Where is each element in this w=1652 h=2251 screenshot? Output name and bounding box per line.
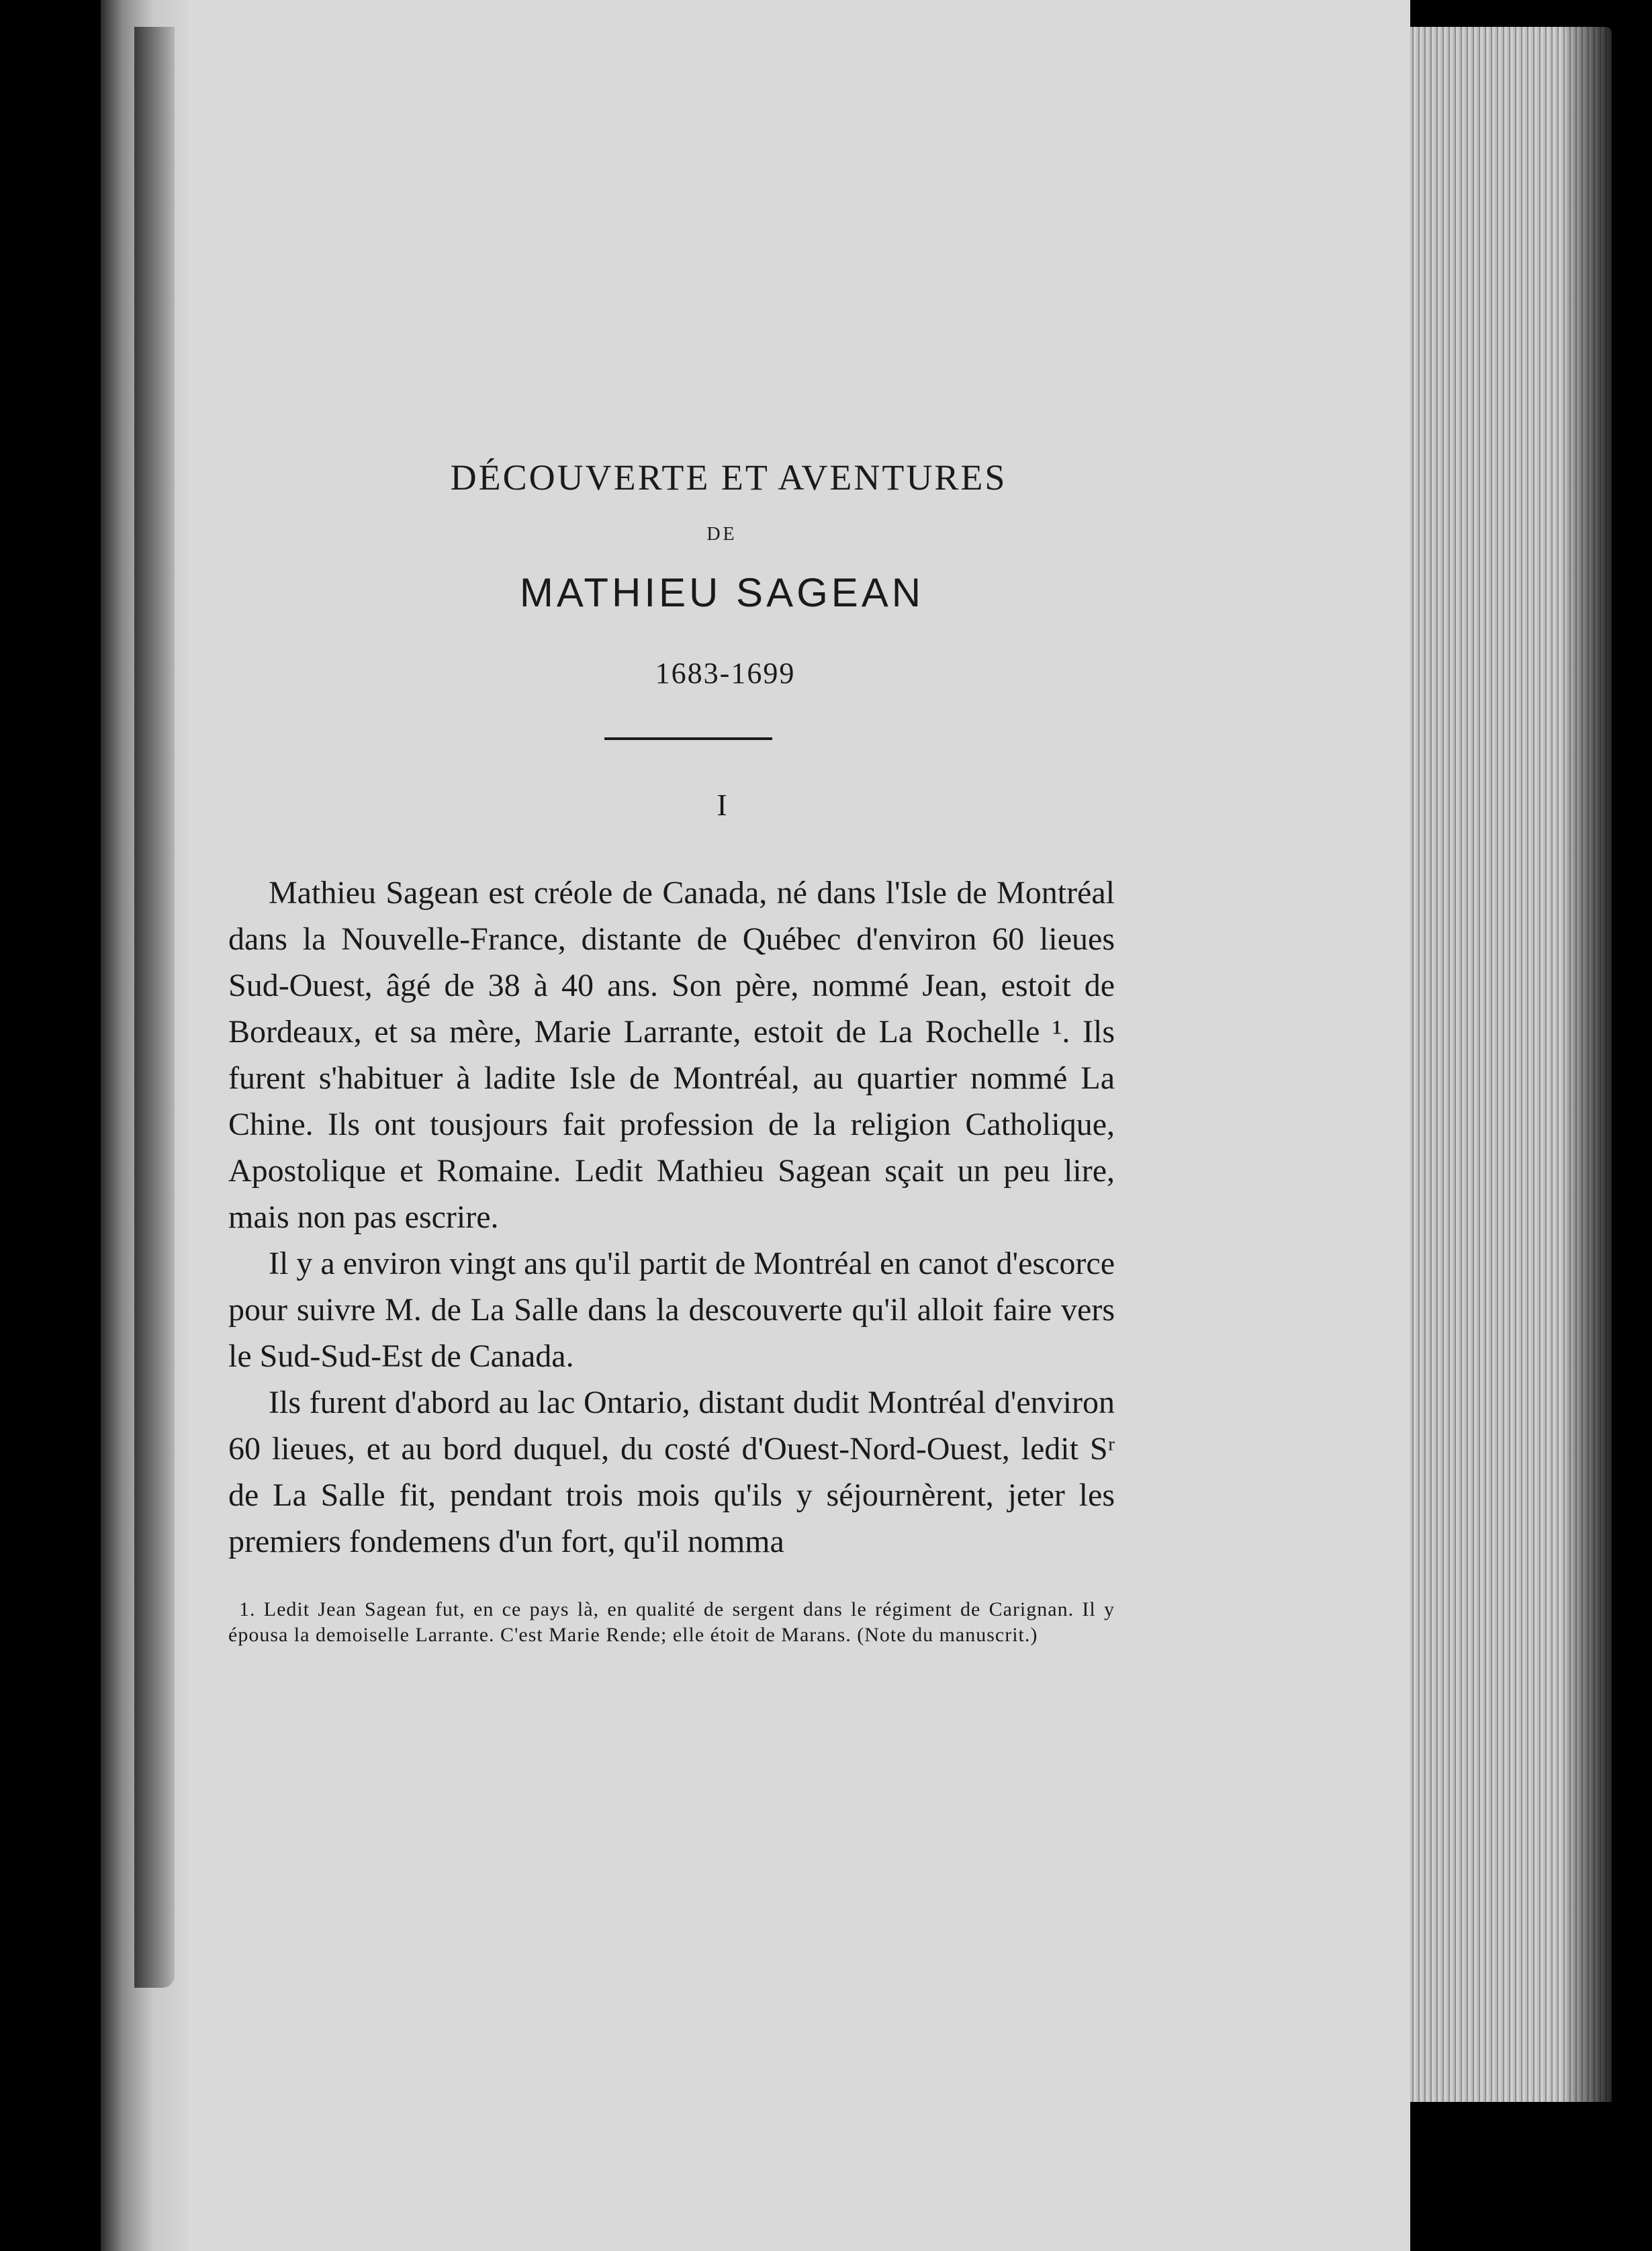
title-rule (604, 737, 772, 740)
paragraph-1: Mathieu Sagean est créole de Canada, né dans l'Isle de Montréal dans la Nouvelle-France, distante de Québec d'environ 60 lieues Sud-Ouest, âgé de 38 à 40 ans. Son père, nommé Jean, estoit de Bordeaux, et sa mère, Marie Larrante, estoit de La Rochelle ¹. Ils furent s'habituer à ladite Isle de Montréal, au quartier nommé La Chine. Ils ont tousjours fait profession de la religion Catholique, Apostolique et Romaine. Ledit Mathieu Sagean sçait un peu lire, mais non pas escrire. (228, 875, 1115, 1235)
body-text (228, 870, 1115, 1565)
page-content (228, 457, 1142, 1648)
section-number: I (717, 788, 727, 822)
title-de: DE (706, 524, 737, 545)
page-stack-shadow (1565, 27, 1612, 2102)
date-range: 1683-1699 (655, 657, 796, 690)
left-binding-shadow (134, 27, 175, 1988)
footnote-text: 1. Ledit Jean Sagean fut, en ce pays là, en qualité de sergent dans le régiment de Carignan. Il y épousa la demoiselle Larrante. C'est Marie Rende; elle étoit de Marans. (Note du manuscrit.) (228, 1598, 1115, 1646)
title-line-1: DÉCOUVERTE ET AVENTURES (450, 457, 1007, 498)
footnote (228, 1597, 1115, 1648)
title-line-2: MATHIEU SAGEAN (519, 570, 925, 615)
paragraph-2: Il y a environ vingt ans qu'il partit de Montréal en canot d'escorce pour suivre M. de La Salle dans la descouverte qu'il alloit faire vers le Sud-Sud-Est de Canada. (228, 1246, 1115, 1374)
paragraph-3: Ils furent d'abord au lac Ontario, distant dudit Montréal d'environ 60 lieues, et au bord duquel, du costé d'Ouest-Nord-Ouest, ledit Sʳ de La Salle fit, pendant trois mois qu'ils y séjournèrent, jeter les premiers fondemens d'un fort, qu'il nomma (228, 1385, 1115, 1559)
